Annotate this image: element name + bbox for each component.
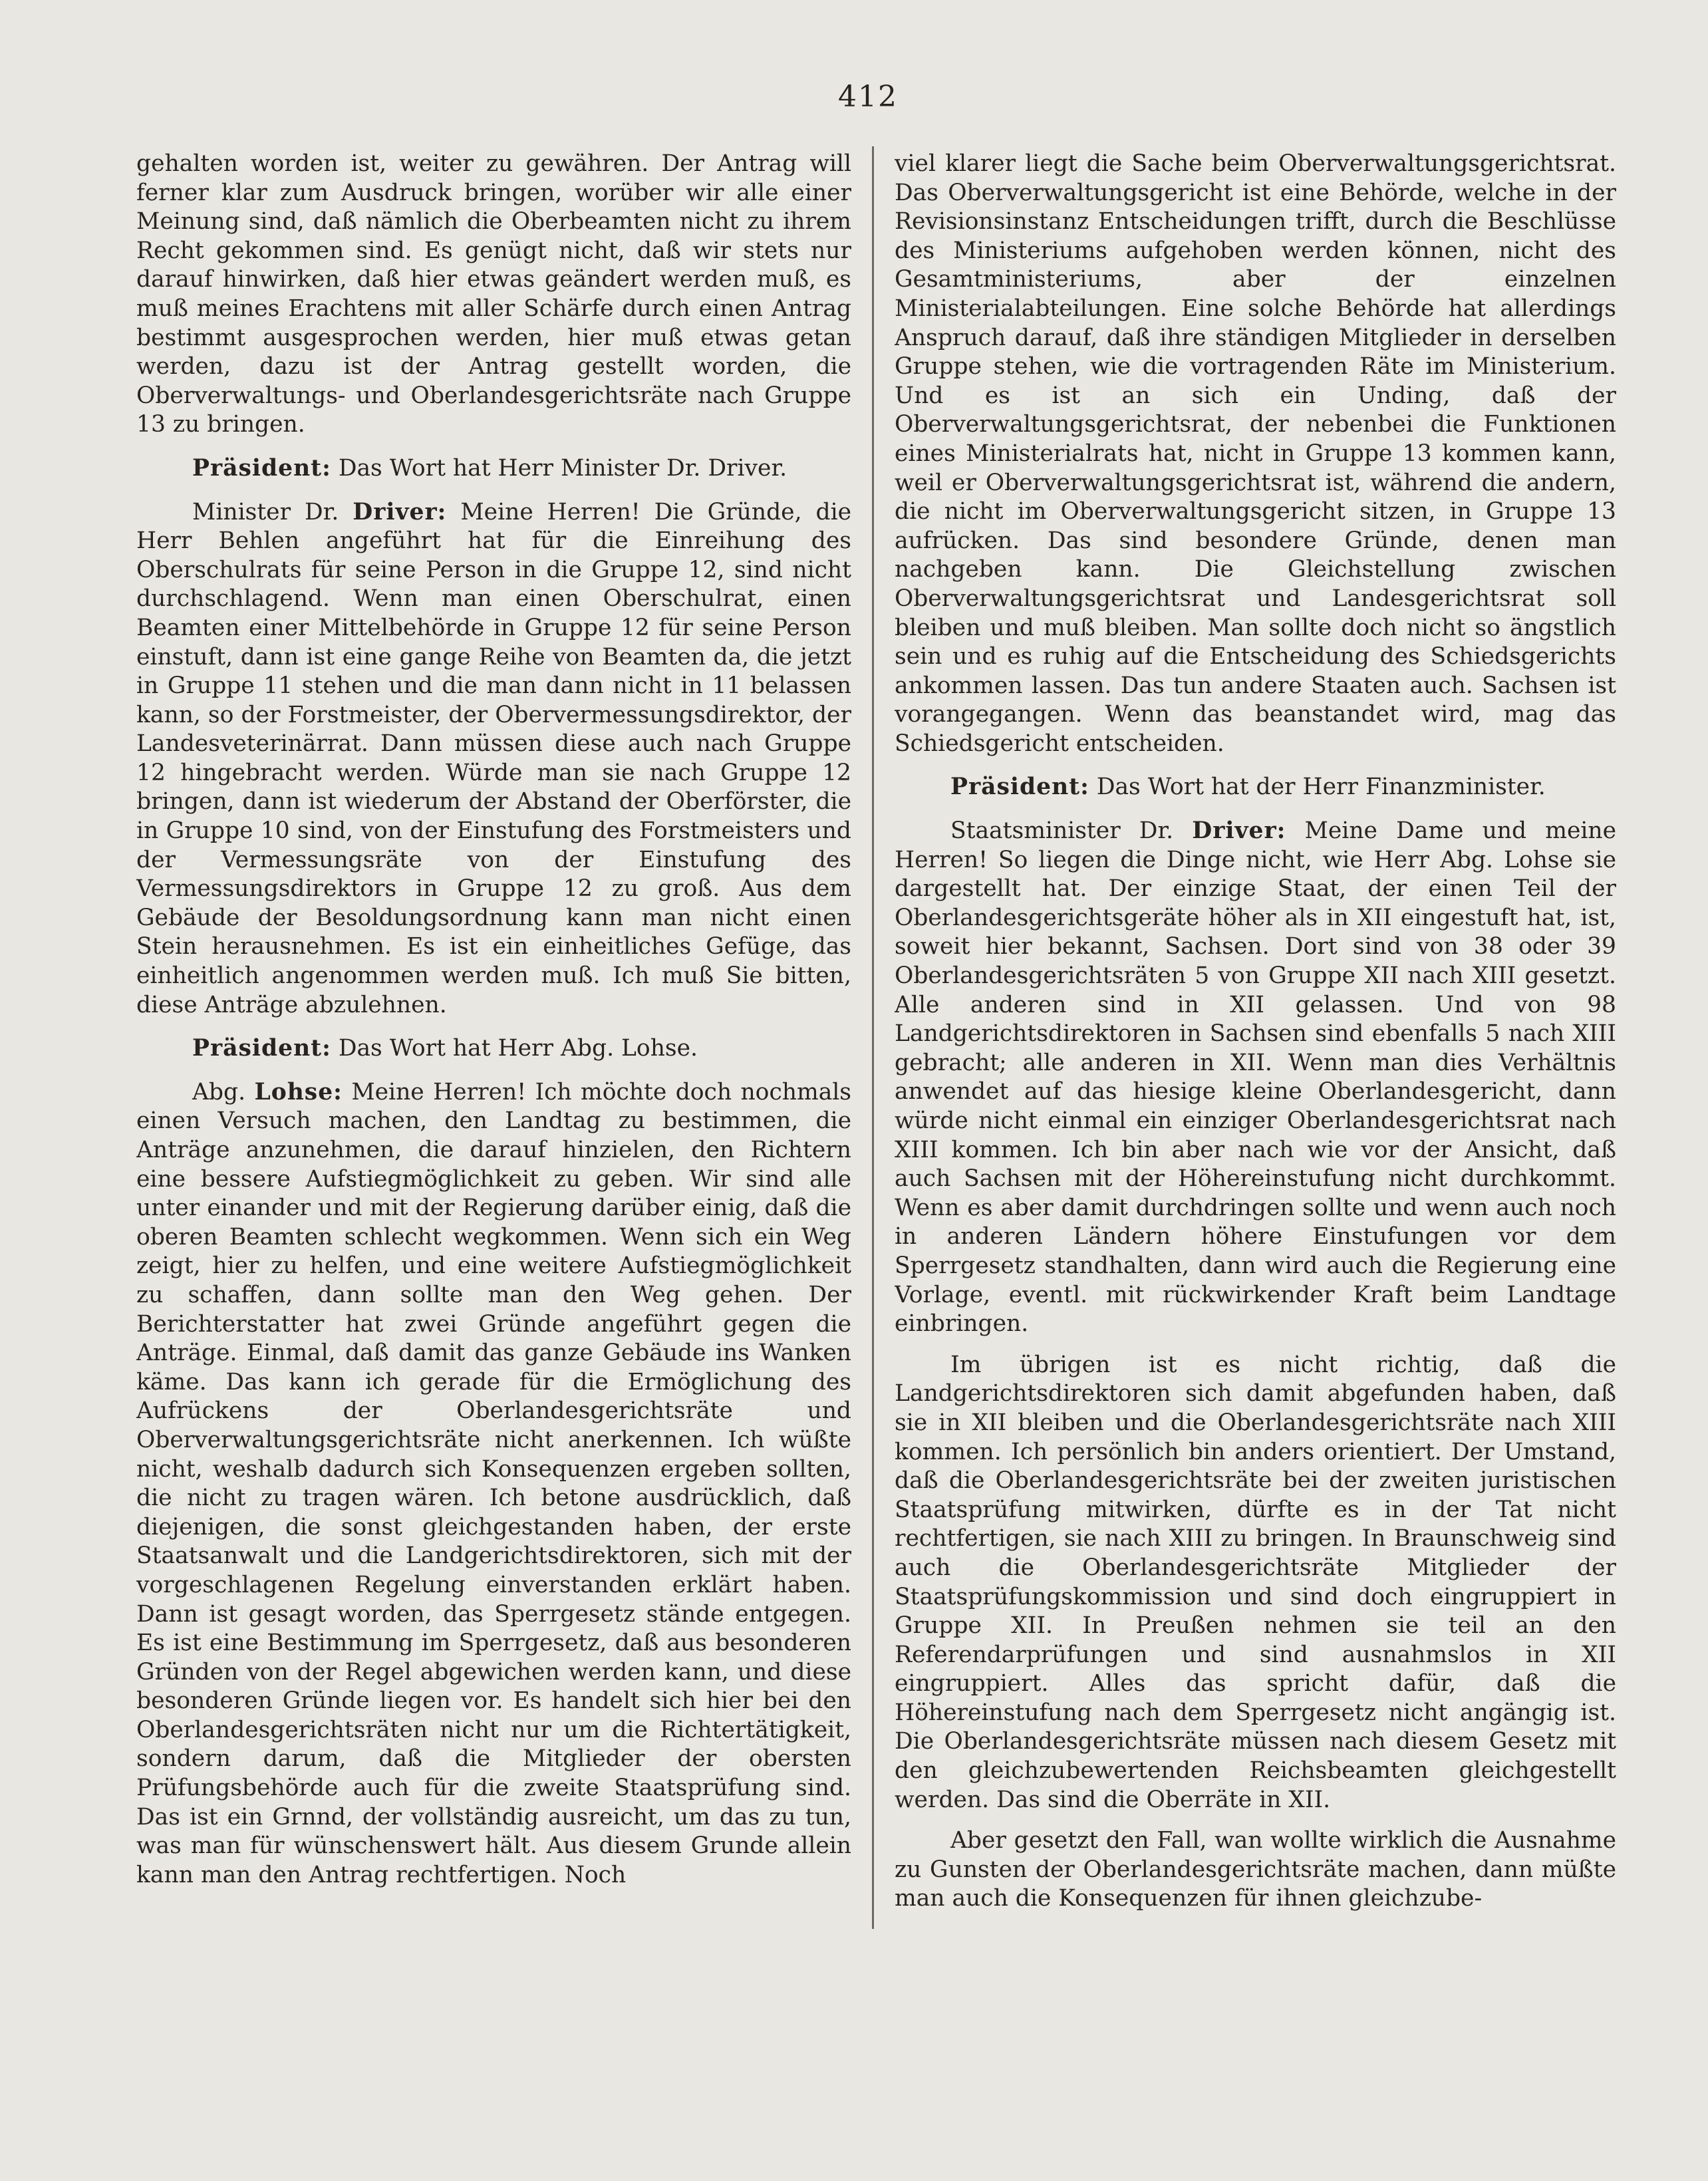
speaker-label: Driver:	[353, 498, 447, 525]
speech-text: Das Wort hat Herr Abg. Lohse.	[338, 1035, 698, 1062]
paragraph: gehalten worden ist, weiter zu gewähren. Der Antrag will ferner klar zum Ausdruck bringen, worüber wir alle einer Meinung sind, daß nämlich die Oberbeamten nicht zu ihrem Recht gekommen sind. Es genügt nicht, daß wir stets nur darauf hinwirken, daß hier etwas geändert werden muß, es muß meines Erachtens mit aller Schärfe durch einen Antrag bestimmt ausgesprochen werden, hier muß etwas getan werden, dazu ist der Antrag gestellt worden, die Oberverwaltungs- und Oberlandesgerichtsräte nach Gruppe 13 zu bringen.	[136, 150, 851, 438]
speech-paragraph	[136, 1034, 851, 1064]
left-column	[136, 150, 851, 2132]
speech-text: Meine Herren! Ich möchte doch nochmals einen Versuch machen, den Landtag zu bestimmen, die Anträge anzunehmen, die darauf hinzielen, den Richtern eine bessere Aufstiegmöglichkeit zu geben. Wir sind alle unter einander und mit der Regierung darüber einig, daß die oberen Beamten schlecht wegkommen. Wenn sich ein Weg zeigt, hier zu helfen, und eine weitere Aufstiegmöglichkeit zu schaffen, dann sollte man den Weg gehen. Der Berichterstatter hat zwei Gründe angeführt gegen die Anträge. Einmal, daß damit das ganze Gebäude ins Wanken käme. Das kann ich gerade für die Ermöglichung des Aufrückens der Oberlandesgerichtsräte und Oberverwaltungsgerichtsräte nicht anerkennen. Ich wüßte nicht, weshalb dadurch sich Konsequenzen ergeben sollten, die nicht zu tragen wären. Ich betone ausdrücklich, daß diejenigen, die sonst gleichgestanden haben, der erste Staatsanwalt und die Landgerichtsdirektoren, sich mit der vorgeschlagenen Regelung einverstanden erklärt haben. Dann ist gesagt worden, das Sperrgesetz stände entgegen. Es ist eine Bestimmung im Sperrgesetz, daß aus besonderen Gründen von der Regel abgewichen werden kann, und diese besonderen Gründe liegen vor. Es handelt sich hier bei den Oberlandesgerichtsräten nicht nur um die Richtertätigkeit, sondern darum, daß die Mitglieder der obersten Prüfungsbehörde auch für die zweite Staatsprüfung sind. Das ist ein Grnnd, der vollständig ausreicht, um das zu tun, was man für wünschenswert hält. Aus diesem Grunde allein kann man den Antrag rechtfertigen. Noch	[136, 1078, 851, 1888]
paragraph: Aber gesetzt den Fall, wan wollte wirklich die Ausnahme zu Gunsten der Oberlandesgerichtsräte machen, dann müßte man auch die Konsequenzen für ihnen gleichzube-	[895, 1827, 1616, 1912]
page-number: 412	[838, 80, 898, 114]
speaker-label: Lohse:	[254, 1078, 343, 1105]
speaker-label: Präsident:	[192, 1035, 331, 1062]
speaker-title: Abg.	[192, 1078, 246, 1105]
speaker-label: Driver:	[1192, 817, 1286, 845]
speaker-label: Präsident:	[950, 774, 1089, 801]
paragraph: Im übrigen ist es nicht richtig, daß die Landgerichtsdirektoren sich damit abgefunden haben, daß sie in XII bleiben und die Oberlandesgerichtsräte nach XIII kommen. Ich persönlich bin anders orientiert. Der Umstand, daß die Oberlandesgerichtsräte bei der zweiten juristischen Staatsprüfung mitwirken, dürfte es in der Tat nicht rechtfertigen, sie nach XIII zu bringen. In Braunschweig sind auch die Oberlandesgerichtsräte Mitglieder der Staatsprüfungskommission und sind doch eingruppiert in Gruppe XII. In Preußen nehmen sie teil an den Referendarprüfungen und sind ausnahmslos in XII eingruppiert. Alles das spricht dafür, daß die Höhereinstufung nach dem Sperrgesetz nicht angängig ist. Die Oberlandesgerichtsräte müssen nach diesem Gesetz mit den gleichzubewertenden Reichsbeamten gleichgestellt werden. Das sind die Oberräte in XII.	[895, 1351, 1616, 1813]
speech-text: Das Wort hat der Herr Finanzminister.	[1096, 774, 1546, 801]
paragraph: viel klarer liegt die Sache beim Oberverwaltungsgerichtsrat. Das Oberverwaltungsgericht ist eine Behörde, welche in der Revisionsinstanz Entscheidungen trifft, durch die Beschlüsse des Ministeriums aufgehoben werden können, nicht des Gesamtministeriums, aber der einzelnen Ministerialabteilungen. Eine solche Behörde hat allerdings Anspruch darauf, daß ihre ständigen Mitglieder in derselben Gruppe stehen, wie die vortragenden Räte im Ministerium. Und es ist an sich ein Unding, daß der Oberverwaltungsgerichtsrat, der nebenbei die Funktionen eines Ministerialrats hat, nicht in Gruppe 13 kommen kann, weil er Oberverwaltungsgerichtsrat ist, während die andern, die nicht im Oberverwaltungsgericht sitzen, in Gruppe 13 aufrücken. Das sind besondere Gründe, denen man nachgeben kann. Die Gleichstellung zwischen Oberverwaltungsgerichtsrat und Landesgerichtsrat soll bleiben und muß bleiben. Man sollte doch nicht so ängstlich sein und es ruhig auf die Entscheidung des Schiedsgerichts ankommen lassen. Das tun andere Staaten auch. Sachsen ist vorangegangen. Wenn das beanstandet wird, mag das Schiedsgericht entscheiden.	[895, 150, 1616, 757]
speech-paragraph	[895, 773, 1616, 802]
speech-paragraph	[895, 817, 1616, 1339]
speech-text: Das Wort hat Herr Minister Dr. Driver.	[338, 454, 787, 482]
speech-paragraph	[136, 1078, 851, 1890]
speech-paragraph	[136, 454, 851, 484]
speaker-title: Minister Dr.	[192, 498, 339, 525]
column-divider	[872, 146, 874, 1929]
speech-paragraph	[136, 498, 851, 1020]
right-column	[895, 150, 1616, 2132]
speech-text: Meine Herren! Die Gründe, die Herr Behlen angeführt hat für die Einreihung des Oberschulrats für seine Person in die Gruppe 12, sind nicht durchschlagend. Wenn man einen Oberschulrat, einen Beamten einer Mittelbehörde in Gruppe 12 für seine Person einstuft, dann ist eine gange Reihe von Beamten da, die jetzt in Gruppe 11 stehen und die man dann nicht in 11 belassen kann, so der Forstmeister, der Obervermessungsdirektor, der Landesveterinärrat. Dann müssen diese auch nach Gruppe 12 hingebracht werden. Würde man sie nach Gruppe 12 bringen, dann ist wiederum der Abstand der Oberförster, die in Gruppe 10 sind, von der Einstufung des Forstmeisters und der Vermessungsräte von der Einstufung des Vermessungsdirektors in Gruppe 12 zu groß. Aus dem Gebäude der Besoldungsordnung kann man nicht einen Stein herausnehmen. Es ist ein einheitliches Gefüge, das einheitlich angenommen werden muß. Ich muß Sie bitten, diese Anträge abzulehnen.	[136, 498, 851, 1018]
speaker-title: Staatsminister Dr.	[950, 817, 1174, 845]
speaker-label: Präsident:	[192, 454, 331, 482]
speech-text: Meine Dame und meine Herren! So liegen die Dinge nicht, wie Herr Abg. Lohse sie dargestellt hat. Der einzige Staat, der einen Teil der Oberlandesgerichtsgeräte höher als in XII eingestuft hat, ist, soweit hier bekannt, Sachsen. Dort sind von 38 oder 39 Oberlandesgerichtsräten 5 von Gruppe XII nach XIII gesetzt. Alle anderen sind in XII gelassen. Und von 98 Landgerichtsdirektoren in Sachsen sind ebenfalls 5 nach XIII gebracht; alle anderen in XII. Wenn man dies Verhältnis anwendet auf das hiesige kleine Oberlandesgericht, dann würde nicht einmal ein einziger Oberlandesgerichtsrat nach XIII kommen. Ich bin aber nach wie vor der Ansicht, daß auch Sachsen mit der Höhereinstufung nicht durchkommt. Wenn es aber damit durchdringen sollte und wenn auch noch in anderen Ländern höhere Einstufungen vor dem Sperrgesetz standhalten, dann wird auch die Regierung eine Vorlage, eventl. mit rückwirkender Kraft beim Landtage einbringen.	[895, 817, 1616, 1338]
